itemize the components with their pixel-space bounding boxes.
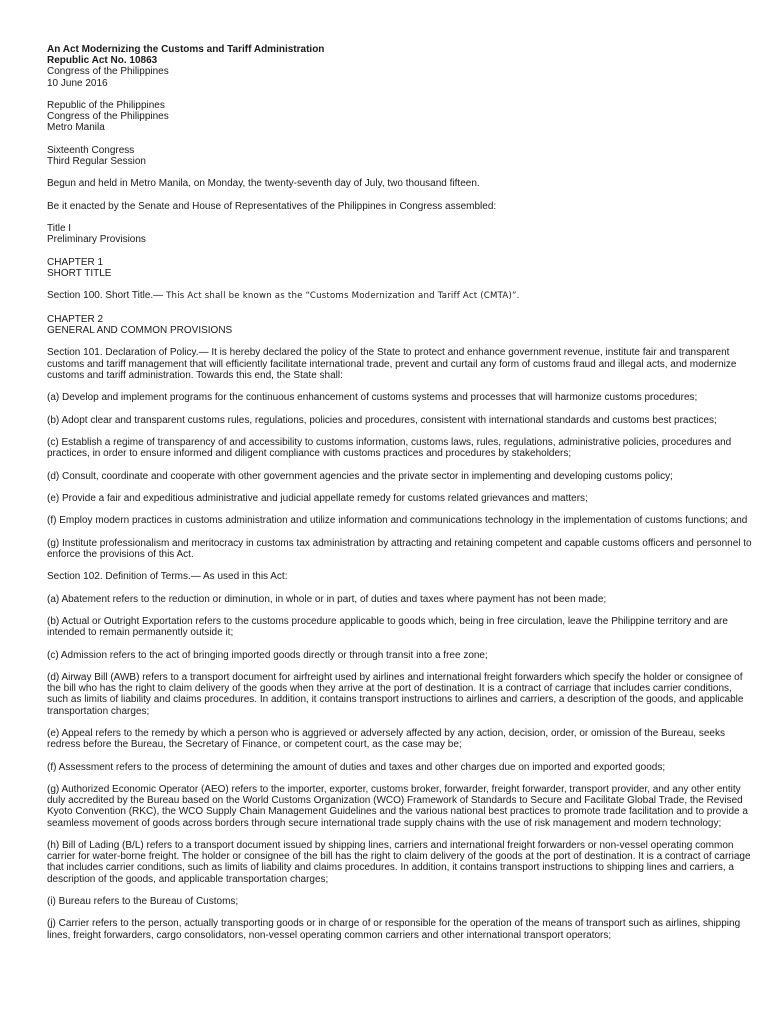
definition-item: (h) Bill of Lading (B/L) refers to a transport document issued by shipping lines, carriers and international freight forwarders or non-vessel operating common carrier for water-borne freight. The holder or consignee of the bill has the right to claim delivery of the goods at the port of destination. It is a contract of carriage that includes carrier conditions, such as limits of liability and claims procedures. In addition, it contains transport instructions to shipping lines and carriers, a description of the goods, and applicable transportation charges;	[47, 840, 751, 885]
chapter-heading	[47, 257, 752, 279]
address-line: Metro Manila	[47, 122, 105, 134]
section-102-intro: Section 102. Definition of Terms.— As used in this Act:	[47, 571, 288, 583]
definition-item: (d) Airway Bill (AWB) refers to a transport document for airfreight used by airlines and international freight forwarders which specify the holder or consignee of the bill who has the right to claim delivery of the goods when they arrive at the port of destination. It is a contract of carriage that includes carrier conditions, such as limits of liability and claims procedures. In addition, it contains transport instructions to airlines and carriers, a description of the goods, and applicable transportation charges;	[47, 672, 744, 717]
session-line: Third Regular Session	[47, 156, 146, 167]
definition-item: (j) Carrier refers to the person, actually transporting goods or in charge of or responsible for the operation of the means of transport such as airlines, shipping lines, freight forwarders, cargo consolidators, non-vessel operating common carriers and other international transport operators;	[47, 918, 741, 941]
policy-item: (a) Develop and implement programs for the continuous enhancement of customs systems and processes that will harmonize customs procedures;	[47, 392, 698, 404]
address-block	[47, 100, 752, 134]
policy-item: (d) Consult, coordinate and cooperate with other government agencies and the private sector in implementing and developing customs policy;	[47, 470, 673, 482]
chapter-name: GENERAL AND COMMON PROVISIONS	[47, 324, 233, 336]
act-number: Republic Act No. 10863	[47, 55, 158, 67]
begun-paragraph: Begun and held in Metro Manila, on Monday, the twenty-seventh day of July, two thousand fifteen.	[47, 178, 480, 190]
document-body	[47, 44, 752, 941]
definition-item: (g) Authorized Economic Operator (AEO) refers to the importer, exporter, customs broker, forwarder, freight forwarder, transport provider, and any other entity duly accredited by the Bureau based on the World Customs Organization (WCO) Framework of Standards to Secure and Facilitate Global Trade, the Revised Kyoto Convention (RKC), the WCO Supply Chain Management Guidelines and the various national best practices to promote trade facilitation and to provide a seamless movement of goods across borders through secure international trade supply chains with the use of risk management and modern technology;	[47, 784, 748, 829]
address-line: Congress of the Philippines	[47, 111, 169, 123]
policy-item: (c) Establish a regime of transparency of and accessibility to customs information, customs laws, rules, regulations, administrative policies, procedures and practices, in order to ensure informed and diligent compliance with customs practices and procedures by stakeholders;	[47, 436, 732, 460]
definition-item: (c) Admission refers to the act of bringing imported goods directly or through transit into a free zone;	[47, 649, 488, 661]
act-title: An Act Modernizing the Customs and Tariff Administration	[47, 44, 325, 55]
section-100	[47, 290, 752, 302]
act-date: 10 June 2016	[47, 77, 108, 89]
chapter-heading	[47, 314, 752, 336]
definition-item: (f) Assessment refers to the process of determining the amount of duties and taxes and other charges due on imported and exported goods;	[47, 761, 666, 773]
title-number: Title I	[47, 223, 72, 235]
policy-item: (e) Provide a fair and expeditious administrative and judicial appellate remedy for customs related grievances and matters;	[47, 492, 588, 504]
chapter-number: CHAPTER 1	[47, 256, 104, 268]
section-lead: Section 100. Short Title.—	[47, 290, 164, 302]
definition-item: (i) Bureau refers to the Bureau of Customs;	[47, 896, 239, 908]
address-line: Republic of the Philippines	[47, 100, 165, 111]
section-101-intro: Section 101. Declaration of Policy.— It is hereby declared the policy of the State to protect and enhance government revenue, institute fair and transparent customs and tariff management that will efficiently facilitate international trade, prevent and curtail any form of customs fraud and illegal acts, and modernize customs and tariff administration. Towards this end, the State shall:	[47, 347, 737, 381]
policy-item: (f) Employ modern practices in customs administration and utilize information and communications technology in the implementation of customs functions; and	[47, 515, 748, 527]
chapter-number: CHAPTER 2	[47, 313, 104, 325]
policy-item: (b) Adopt clear and transparent customs rules, regulations, policies and procedures, consistent with international standards and customs best practices;	[47, 414, 717, 426]
section-text: This Act shall be known as the “Customs Modernization and Tariff Act (CMTA)”.	[163, 291, 520, 302]
definition-item: (b) Actual or Outright Exportation refers to the customs procedure applicable to goods which, being in free circulation, leave the Philippine territory and are intended to remain permanently outside it;	[47, 616, 728, 639]
definition-item: (e) Appeal refers to the remedy by which a person who is aggrieved or adversely affected by any action, decision, order, or omission of the Bureau, seeks redress before the Bureau, the Secretary of Finance, or competent court, as the case may be;	[47, 728, 725, 751]
session-block	[47, 145, 752, 167]
chapter-name: SHORT TITLE	[47, 267, 112, 279]
definition-item: (a) Abatement refers to the reduction or diminution, in whole or in part, of duties and taxes where payment has not been made;	[47, 593, 607, 605]
policy-item: (g) Institute professionalism and meritocracy in customs tax administration by attracting and retaining competent and capable customs officers and personnel to enforce the provisions of this Act.	[47, 537, 752, 560]
title-name: Preliminary Provisions	[47, 234, 146, 246]
session-line: Sixteenth Congress	[47, 144, 135, 156]
issuing-body: Congress of the Philippines	[47, 66, 169, 78]
enacting-clause: Be it enacted by the Senate and House of Representatives of the Philippines in Congress assembled:	[47, 200, 497, 212]
title-heading	[47, 223, 752, 245]
